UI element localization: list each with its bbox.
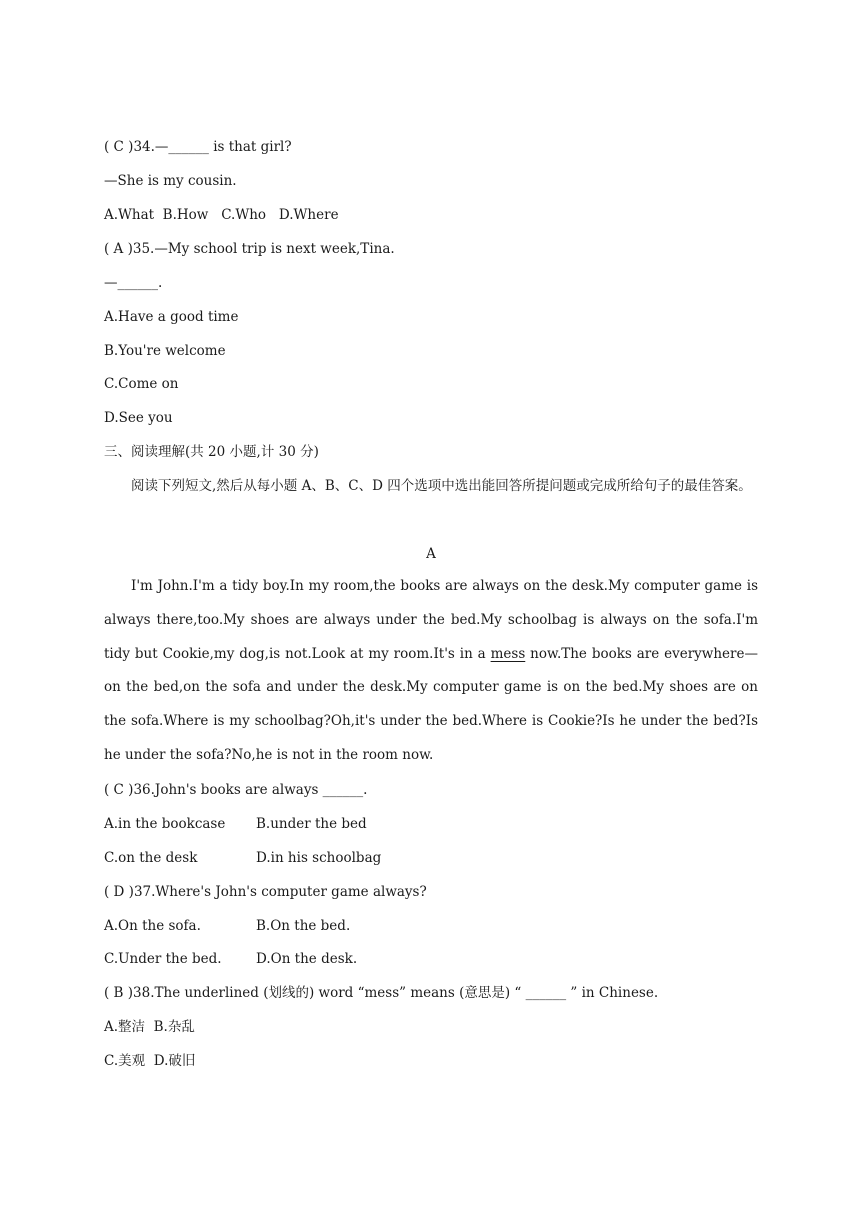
underlined-word: mess [490,645,526,662]
question-36-option-a: A.in the bookcase [104,816,226,832]
question-36-option-d: D.in his schoolbag [256,850,382,866]
question-35-option-a: A.Have a good time [104,309,239,325]
reading-passage [104,570,758,773]
question-38-options-ab: A.整洁 B.杂乱 [104,1019,195,1035]
question-36-option-c: C.on the desk [104,850,198,866]
question-34-options: A.What B.How C.Who D.Where [104,207,339,223]
passage-label: A [426,546,436,562]
passage-text-2: now.The books are everywhere—on the bed,on the sofa and under the desk.My computer game is on the bed.My shoes are on the sofa.Where is my schoolbag?Oh,it's under the bed.Where is Cookie?Is he under the bed?Is he under the sofa?No,he is not in the room now. [104,645,758,763]
question-37: ( D )37.Where's John's computer game always? [104,884,427,900]
question-37-option-b: B.On the bed. [256,918,351,934]
question-35-option-d: D.See you [104,410,173,426]
question-38-options-cd: C.美观 D.破旧 [104,1053,196,1069]
question-36-option-b: B.under the bed [256,816,367,832]
question-38: ( B )38.The underlined (划线的) word “mess” means (意思是) “ ______ ” in Chinese. [104,985,659,1001]
question-36: ( C )36.John's books are always ______. [104,782,368,798]
question-35-option-c: C.Come on [104,376,179,392]
section-heading: 三、阅读理解(共 20 小题,计 30 分) [104,444,319,460]
question-35-option-b: B.You're welcome [104,343,226,359]
question-37-option-c: C.Under the bed. [104,951,222,967]
question-37-option-a: A.On the sofa. [104,918,201,934]
passage-text-1: I'm John.I'm a tidy boy.In my room,the books are always on the desk.My computer game is always there,too.My shoes are always under the bed.My schoolbag is always on the sofa.I'm tidy but Cookie,my dog,is not.Look at my room.It's in a [104,578,758,662]
question-34-reply: —She is my cousin. [104,173,237,189]
question-34: ( C )34.—______ is that girl? [104,139,292,155]
section-instruction: 阅读下列短文,然后从每小题 A、B、C、D 四个选项中选出能回答所提问题或完成所给句子的最佳答案。 [131,478,752,494]
question-35: ( A )35.—My school trip is next week,Tina. [104,241,395,257]
question-35-reply: —______. [104,275,163,291]
question-37-option-d: D.On the desk. [256,951,358,967]
